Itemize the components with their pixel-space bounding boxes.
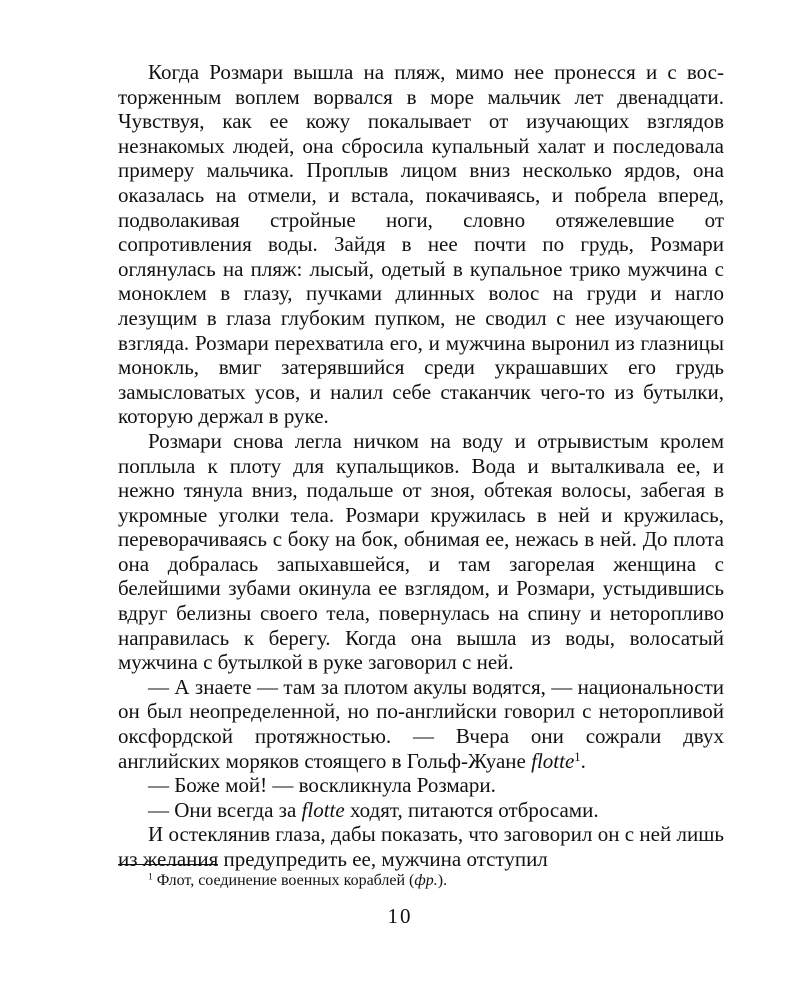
paragraph-3-italic-word: flotte (531, 748, 575, 773)
paragraph-5-end: ходят, питаются отбросами. (344, 797, 599, 822)
paragraph-4 (118, 773, 724, 798)
page-number: 10 (387, 904, 413, 928)
paragraph-2 (118, 429, 724, 675)
footnote-italic-abbr: фр. (414, 872, 438, 889)
paragraph-6-text: И остеклянив глаза, дабы показать, что заговорил он с ней лишь из желания предупредить ее, мужчина отступил (118, 822, 724, 871)
paragraph-3 (118, 675, 724, 773)
paragraph-5-text: — Они всегда за (148, 797, 302, 822)
paragraph-5 (118, 798, 724, 823)
page-body (118, 60, 724, 872)
footnote-divider (118, 864, 218, 865)
footnote-marker: 1 (148, 871, 153, 883)
paragraph-3-end: . (580, 748, 586, 773)
paragraph-5-italic-word: flotte (301, 797, 345, 822)
footnote (148, 871, 447, 891)
paragraph-1 (118, 60, 724, 429)
footnote-end: ). (437, 872, 448, 889)
paragraph-1-text: Когда Розмари вышла на пляж, мимо нее пронесся и с восторженным воплем ворвался в море мальчик лет двенадцати. Чувствуя, как ее кожу покалывает от изучающих взглядов незнакомых людей, она сбросила купальный халат и последовала примеру мальчика. Проплыв лицом вниз несколько ярдов, она оказалась на отмели, и встала, покачиваясь, и побрела вперед, подволакивая стройные ноги, словно отяжелевшие от сопротивления воды. Зайдя в нее почти по грудь, Розмари оглянулась на пляж: лысый, одетый в купальное трико мужчина с моноклем в глазу, пучками длинных волос на груди и нагло лезущим в глаза глубоким пупком, не сводил с нее изучающего взгляда. Розмари перехватила его, и мужчина выронил из глазницы монокль, вмиг затерявшийся среди украшавших его грудь замысловатых усов, и налил себе стаканчик чего-то из бутылки, которую держал в руке. (118, 60, 724, 429)
footnote-text: Флот, соединение военных кораблей ( (152, 872, 415, 889)
footnote-reference[interactable]: 1 (574, 749, 581, 764)
paragraph-2-text: Розмари снова легла ничком на воду и отрывистым кролем поплыла к плоту для купальщиков. Вода и выталкивала ее, и нежно тянула вниз, подальше от зноя, обтекая волосы, забегая в укромные уголки тела. Розмари кружилась в ней и кружилась, переворачиваясь с боку на бок, обнимая ее, нежась в ней. До плота она добралась запыхавшейся, и там загорелая женщина с белейшими зубами окинула ее взглядом, и Розмари, устыдившись вдруг белизны своего тела, повернулась на спину и неторопливо направилась к берегу. Когда она вышла из воды, волосатый мужчина с бутылкой в руке заговорил с ней. (118, 428, 724, 675)
paragraph-3-text: — А знаете — там за плотом акулы водятся, — национальности он был неопределенной, но по-английски говорил с неторопливой оксфордской протяжностью. — Вчера они сожрали двух английских моряков стоящего в Гольф-Жуане (118, 674, 724, 773)
paragraph-4-text: — Боже мой! — воскликнула Розмари. (148, 773, 496, 798)
